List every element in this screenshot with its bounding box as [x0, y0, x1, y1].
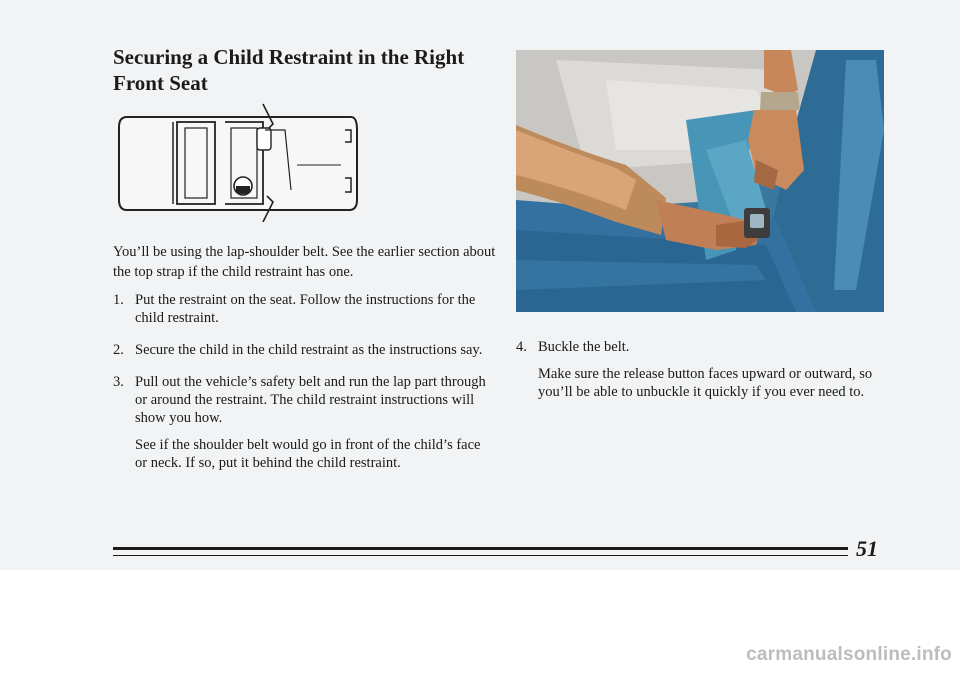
- step-text: Put the restraint on the seat. Follow the instructions for the child restraint.: [135, 292, 476, 326]
- step-text: Pull out the vehicle’s safety belt and run the lap part through or around the restraint. The child restraint instructions will show you how.: [135, 374, 486, 426]
- step-text: Buckle the belt.: [538, 339, 630, 355]
- step-number: 4.: [516, 339, 527, 355]
- section-heading: Securing a Child Restraint in the Right Front Seat: [113, 45, 465, 95]
- steps-list: [113, 285, 493, 472]
- page-number: 51: [856, 536, 878, 561]
- intro-paragraph: You’ll be using the lap-shoulder belt. See the earlier section about the top strap if the child restraint has one.: [113, 244, 496, 280]
- footer-rule-thin: [113, 555, 848, 556]
- site-watermark: carmanualsonline.info: [746, 644, 952, 665]
- footer-rule: [113, 547, 848, 550]
- step-subtext: See if the shoulder belt would go in front of the child’s face or neck. If so, put it behind the child restraint.: [135, 437, 481, 471]
- step-item: [113, 291, 493, 327]
- step-item: [113, 341, 493, 359]
- step-number: 2.: [113, 342, 124, 358]
- step-text: Secure the child in the child restraint as the instructions say.: [135, 342, 483, 358]
- step-subtext: Make sure the release button faces upward or outward, so you’ll be able to unbuckle it quickly if you ever need to.: [538, 366, 873, 400]
- buckle-photo: [516, 50, 884, 312]
- step-item: [516, 338, 886, 401]
- right-column: [516, 50, 886, 401]
- car-seat-diagram: [115, 100, 365, 222]
- step-number: 1.: [113, 292, 124, 308]
- step-item: [113, 373, 493, 472]
- step-number: 3.: [113, 374, 124, 390]
